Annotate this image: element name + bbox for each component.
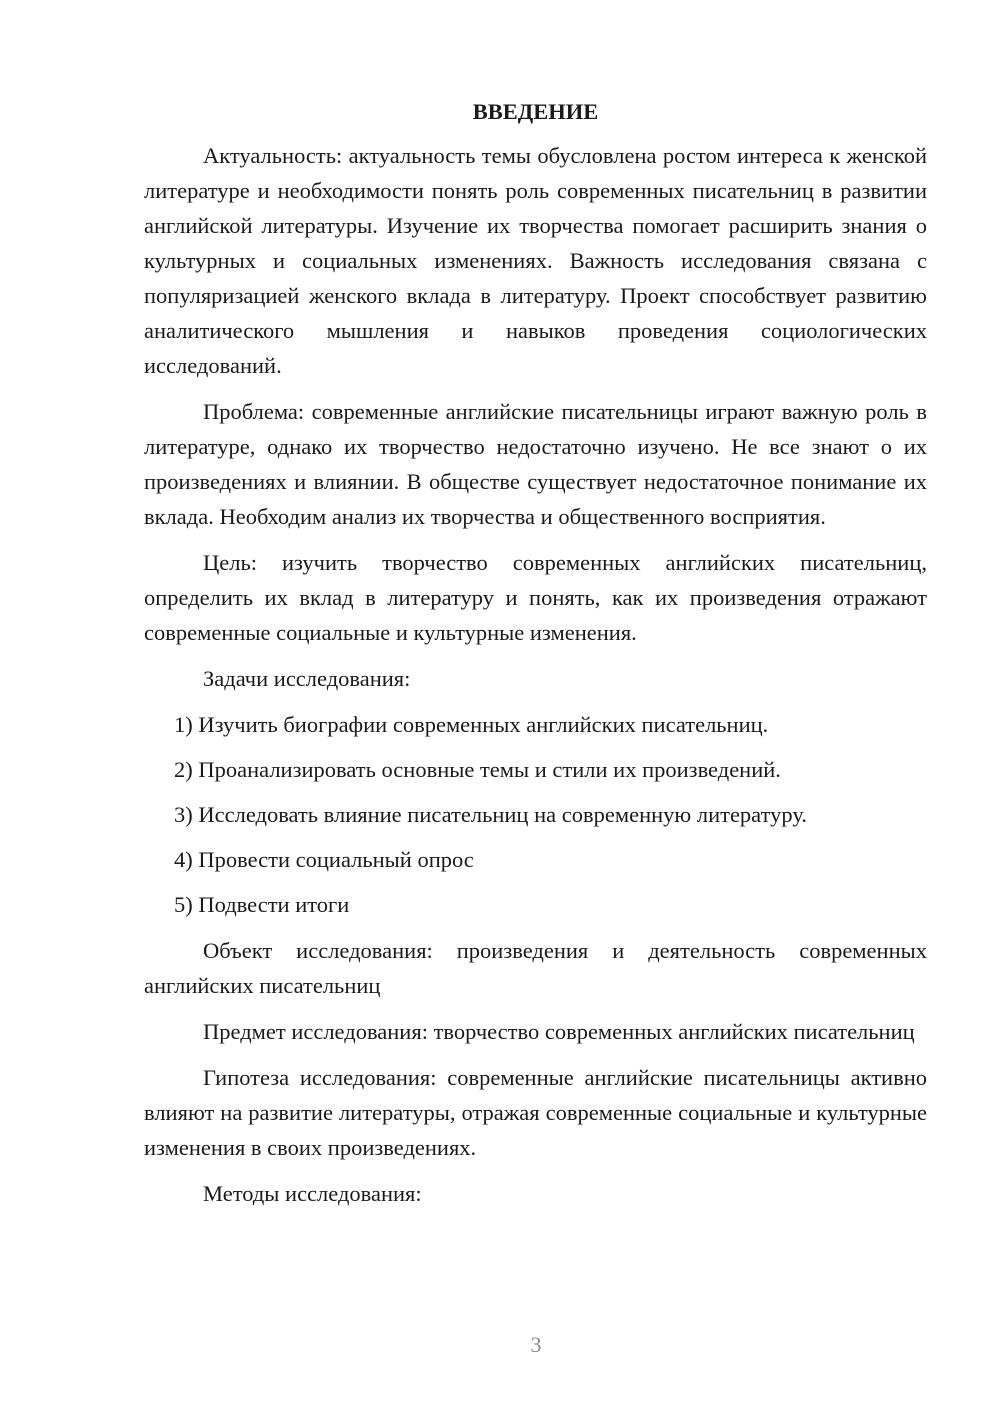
methods-heading: Методы исследования: [203,1181,422,1206]
list-item: 2) Проанализировать основные темы и стили их произведений. [174,757,781,782]
problem-paragraph: Проблема: современные английские писательницы играют важную роль в литературе, однако их творчество недостаточно изучено. Не все знают о их произведениях и влиянии. В обществе существует недостаточное понимание их вклада. Необходим анализ их творчества и общественного восприятия. [144,399,927,529]
list-item: 3) Исследовать влияние писательниц на современную литературу. [174,802,807,827]
subject-paragraph: Предмет исследования: творчество современных английских писательниц [203,1019,915,1044]
goal-paragraph: Цель: изучить творчество современных английских писательниц, определить их вклад в литературу и понять, как их произведения отражают современные социальные и культурные изменения. [144,550,927,645]
object-paragraph: Объект исследования: произведения и деятельность современных английских писательниц [144,938,927,998]
list-item: 5) Подвести итоги [174,892,350,917]
page-title: ВВЕДЕНИЕ [472,99,599,124]
relevance-paragraph: Актуальность: актуальность темы обусловлена ростом интереса к женской литературе и необходимости понять роль современных писательниц в развитии английской литературы. Изучение их творчества помогает расширить знания о культурных и социальных изменениях. Важность исследования связана с популяризацией женского вклада в литературу. Проект способствует развитию аналитического мышления и навыков проведения социологических исследований. [144,143,927,378]
tasks-list [144,707,927,922]
page-number: 3 [530,1332,542,1357]
list-item: 1) Изучить биографии современных английских писательниц. [174,712,769,737]
document-page [144,96,927,1222]
tasks-heading: Задачи исследования: [203,666,411,691]
list-item: 4) Провести социальный опрос [174,847,474,872]
hypothesis-paragraph: Гипотеза исследования: современные английские писательницы активно влияют на развитие литературы, отражая современные социальные и культурные изменения в своих произведениях. [144,1065,927,1160]
